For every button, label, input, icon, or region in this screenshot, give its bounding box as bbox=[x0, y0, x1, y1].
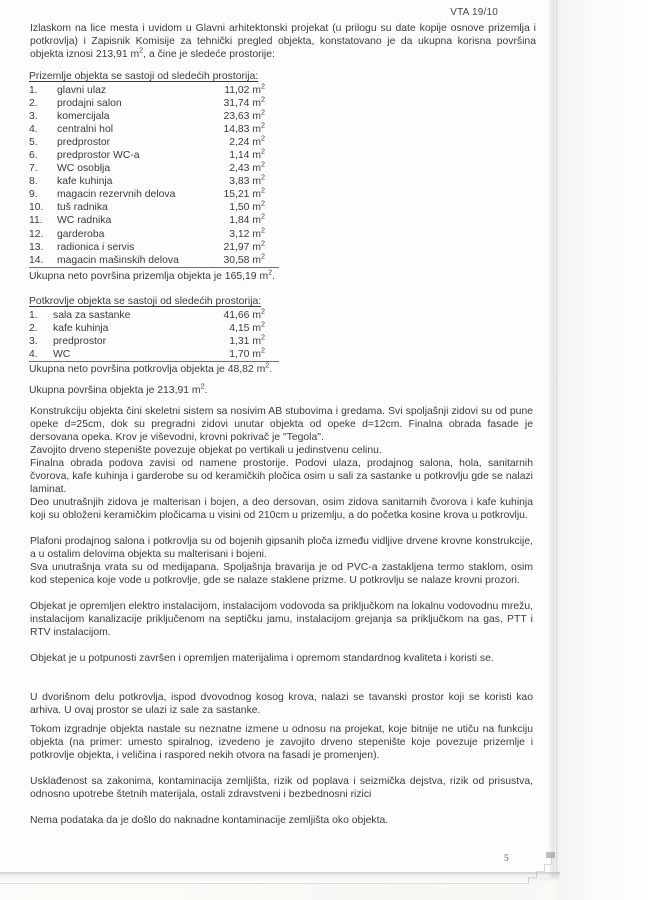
body-paragraph-10: Tokom izgradnje objekta nastale su neznatne izmene u odnosu na projekat, koje bitnije ne utiču na funkciju objekta (na primer: umesto spiralnog, izvedeno je zavojito drveno stepenište koje povezuje prizemlje i potkrovlje objekta, i veličina i raspored nekih otvora na fasadi je promenjen). bbox=[30, 724, 533, 762]
attic-room-list bbox=[29, 306, 279, 362]
room-number: 12. bbox=[29, 228, 44, 240]
room-name: sala za sastanke bbox=[53, 310, 131, 321]
room-number: 4. bbox=[29, 349, 38, 361]
page-number: 5 bbox=[504, 854, 509, 864]
room-area: 21,97 $m^2$ bbox=[223, 238, 265, 253]
room-row bbox=[29, 81, 279, 97]
body-paragraph-6: Sva unutrašnja vrata su od medijapana. Spoljašnja bravarija je od PVC-a zastakljena termo staklom, osim kod stepenica koje vode u potkrovlje, gde se nalaze staklene prizme. U potkrovlju se nalaze krovni prozori. bbox=[30, 562, 533, 587]
room-number: 13. bbox=[29, 241, 44, 253]
room-row bbox=[29, 172, 279, 188]
intro-paragraph: Izlaskom na lice mesta i uvidom u Glavni arhitektonski projekat (u prilogu su date kopije osnove prizemlja i potkrovlja) i Zapisnik Komisije za tehnički pregled objekta, konstatovano je da ukupna korisna površina objekta iznosi 213,91 $m^2$, a čine je sledeće prostorije: bbox=[30, 23, 536, 61]
body-paragraph-9: U dvorišnom delu potkrovlja, ispod dvovodnog kosog krova, nalazi se tavanski prostor koji se koristi kao arhiva. U ovaj prostor se ulazi iz sale za sastanke. bbox=[30, 692, 533, 717]
room-area: 15,21 $m^2$ bbox=[223, 185, 265, 201]
body-paragraph-1: Konstrukciju objekta čini skeletni sistem sa nosivim AB stubovima i gredama. Svi spoljašnji zidovi su od pune opeke d=25cm, dok su pregradni zidovi unutar objekta od opeke d=12cm. Finalna obrada fasade je dersovana opeka. Krov je viševodni, krovni pokrivač je "Tegola". bbox=[30, 406, 533, 444]
grand-total: Ukupna površina objekta je 213,91 $m^2$. bbox=[29, 381, 208, 396]
attic-total: Ukupna neto površina potkrovlja objekta je 48,82 $m^2$. bbox=[29, 360, 273, 375]
room-row bbox=[29, 146, 279, 162]
room-name: kafe kuhinja bbox=[53, 323, 109, 335]
body-paragraph-2: Zavojito drveno stepenište povezuje objekat po vertikali u jedinstvenu celinu. bbox=[30, 445, 382, 456]
body-paragraph-12: Nema podataka da je došlo do naknadne kontaminacije zemljišta oko objekta. bbox=[30, 815, 389, 826]
room-name: glavni ulaz bbox=[57, 85, 107, 96]
room-area: 1,31 $m^2$ bbox=[229, 332, 265, 348]
room-row bbox=[29, 94, 279, 110]
room-area: 1,70 $m^2$ bbox=[229, 345, 265, 361]
room-area: 4,15 $m^2$ bbox=[229, 319, 265, 335]
room-area: 14,83 $m^2$ bbox=[223, 120, 265, 136]
room-number: 14. bbox=[29, 254, 44, 266]
room-row bbox=[29, 332, 279, 348]
document-reference: VTA 19/10 bbox=[450, 7, 498, 18]
room-name: WC radnika bbox=[57, 215, 112, 227]
room-name: tuš radnika bbox=[57, 202, 108, 214]
room-row bbox=[29, 345, 279, 362]
room-row bbox=[29, 120, 279, 136]
room-number: 2. bbox=[29, 323, 38, 335]
ground-floor-heading: Prizemlje objekta se sastoji od sledećih prostorija: bbox=[29, 71, 259, 82]
room-row bbox=[29, 185, 279, 201]
room-number: 3. bbox=[29, 336, 38, 348]
room-name: predprostor bbox=[53, 336, 107, 348]
room-area: 3,83 $m^2$ bbox=[229, 172, 265, 188]
body-paragraph-8: Objekat je u potpunosti završen i opremljen materijalima i opremom standardnog kvaliteta i koristi se. bbox=[30, 653, 494, 664]
room-number: 7. bbox=[29, 163, 38, 175]
room-name: WC bbox=[53, 349, 71, 361]
room-number: 4. bbox=[29, 124, 38, 136]
room-name: prodajni salon bbox=[57, 98, 122, 110]
room-area: 3,12 $m^2$ bbox=[229, 225, 265, 240]
room-row bbox=[29, 306, 279, 322]
room-area: 1,84 $m^2$ bbox=[229, 212, 265, 227]
room-name: magacin rezervnih delova bbox=[57, 189, 176, 201]
attic-heading: Potkrovlje objekta se sastoji od sledećih prostorija: bbox=[29, 296, 262, 307]
room-row bbox=[29, 107, 279, 123]
room-name: centralni hol bbox=[57, 124, 114, 136]
room-name: predprostor bbox=[57, 137, 111, 149]
room-name: komercijala bbox=[57, 111, 110, 123]
room-row bbox=[29, 319, 279, 335]
room-area: 2,43 $m^2$ bbox=[229, 159, 265, 175]
room-number: 10. bbox=[29, 202, 44, 214]
body-paragraph-11: Usklađenost sa zakonima, kontaminacija zemljišta, rizik od poplava i seizmička dejstva, rizik od prisustva, odnosno upotrebe štetnih materijala, ostali zdravstveni i bezbednosni rizici bbox=[30, 776, 533, 801]
room-name: predprostor WC-a bbox=[57, 150, 140, 162]
body-paragraph-4: Deo unutrašnjih zidova je malterisan i bojen, a deo dersovan, osim zidova sanitarnih čvorova i kafe kuhinja koji su obloženi keramičkim pločicama u visini od 210cm u prizemlju, a do početka kosine krova u potkrovlju. bbox=[30, 497, 533, 522]
room-name: garderoba bbox=[57, 228, 105, 240]
room-name: radionica i servis bbox=[57, 241, 135, 253]
room-row bbox=[29, 251, 279, 268]
room-name: WC osoblja bbox=[57, 163, 111, 175]
room-name: kafe kuhinja bbox=[57, 176, 113, 188]
room-number: 1. bbox=[29, 310, 38, 321]
room-area: 1,50 $m^2$ bbox=[229, 198, 265, 214]
room-number: 9. bbox=[29, 189, 38, 201]
room-name: magacin mašinskih delova bbox=[57, 254, 179, 266]
room-number: 3. bbox=[29, 111, 38, 123]
page-background bbox=[556, 0, 649, 900]
room-row bbox=[29, 159, 279, 175]
body-paragraph-5: Plafoni prodajnog salona i potkrovlja su od bojenih gipsanih ploča između vidljive drvene krovne konstrukcije, a u ostalim delovima objekta su malterisani i bojeni. bbox=[30, 536, 533, 561]
room-area: 31,74 $m^2$ bbox=[223, 94, 265, 110]
room-number: 5. bbox=[29, 137, 38, 149]
room-area: 2,24 $m^2$ bbox=[229, 133, 265, 149]
body-paragraph-7: Objekat je opremljen elektro instalacijom, instalacijom vodovoda sa priključkom na lokalnu vodovodnu mrežu, instalacijom kanalizacije priključenom na septičku jamu, instalacijom grejanja sa priključkom na gas, PTT i RTV instalacijom. bbox=[30, 601, 533, 639]
room-area: 23,63 $m^2$ bbox=[223, 107, 265, 123]
room-area: 30,58 $m^2$ bbox=[223, 251, 265, 266]
room-number: 1. bbox=[29, 85, 38, 96]
room-number: 11. bbox=[29, 215, 43, 227]
room-area: 1,14 $m^2$ bbox=[229, 146, 265, 162]
ground-floor-total: Ukupna neto površina prizemlja objekta je 165,19 $m^2$. bbox=[29, 267, 276, 282]
room-row bbox=[29, 198, 279, 214]
body-paragraph-3: Finalna obrada podova zavisi od namene prostorije. Podovi ulaza, prodajnog salona, hola, sanitarnih čvorova, kafe kuhinja i garderobe su od keramičkih pločica osim u sali za sastanke u potkrovlju gde se nalazi laminat. bbox=[30, 458, 533, 496]
room-number: 8. bbox=[29, 176, 38, 188]
ground-floor-room-list bbox=[29, 81, 279, 268]
room-number: 2. bbox=[29, 98, 38, 110]
room-row bbox=[29, 225, 279, 241]
room-number: 6. bbox=[29, 150, 38, 162]
room-row bbox=[29, 238, 279, 254]
room-row bbox=[29, 214, 279, 227]
room-row bbox=[29, 133, 279, 149]
room-area: 41,66 $m^2$ bbox=[223, 306, 265, 321]
room-area: 11,02 $m^2$ bbox=[224, 81, 265, 96]
